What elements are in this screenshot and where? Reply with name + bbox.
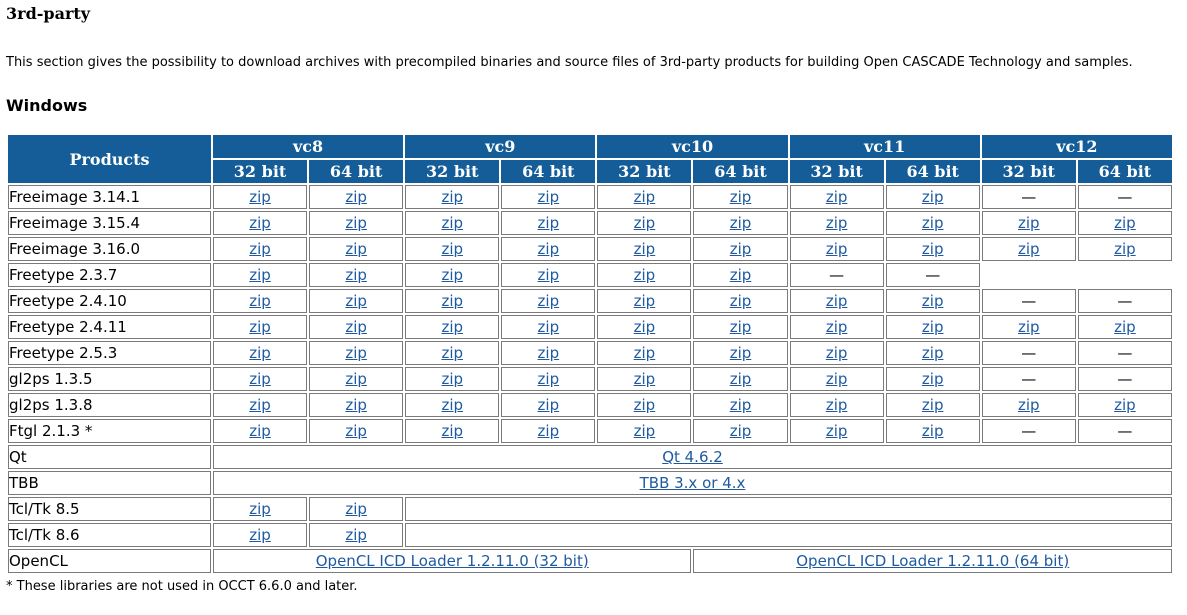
download-cell — [982, 289, 1076, 313]
intro-text: This section gives the possibility to download archives with precompiled binaries and source files of 3rd-party products for building Open CASCADE Technology and samples. — [6, 55, 1133, 70]
zip-link[interactable]: zip — [825, 396, 848, 414]
zip-link[interactable]: zip — [729, 318, 752, 336]
download-cell — [405, 263, 499, 287]
download-cell — [501, 419, 595, 443]
zip-link[interactable]: zip — [729, 370, 752, 388]
download-cell — [886, 367, 980, 391]
zip-link[interactable]: zip — [729, 344, 752, 362]
zip-link[interactable]: zip — [537, 214, 560, 232]
download-cell — [886, 237, 980, 261]
download-cell — [982, 393, 1076, 417]
zip-link[interactable]: zip — [825, 292, 848, 310]
product-name: Freeimage 3.15.4 — [8, 211, 211, 235]
download-cell — [309, 315, 403, 339]
download-cell — [501, 341, 595, 365]
download-cell — [1078, 185, 1172, 209]
zip-link[interactable]: zip — [729, 188, 752, 206]
download-cell — [1078, 315, 1172, 339]
download-cell — [982, 211, 1076, 235]
not-available-mark: — — [829, 266, 845, 284]
download-cell — [405, 367, 499, 391]
zip-link[interactable]: zip — [249, 422, 271, 440]
product-name: Freetype 2.3.7 — [8, 263, 211, 287]
download-cell — [693, 367, 787, 391]
opencl-64bit-link[interactable]: OpenCL ICD Loader 1.2.11.0 (64 bit) — [796, 552, 1070, 570]
zip-link[interactable]: zip — [345, 344, 367, 362]
product-name: Tcl/Tk 8.6 — [8, 523, 211, 547]
download-cell — [693, 211, 787, 235]
download-cell — [309, 237, 403, 261]
download-cell — [886, 185, 980, 209]
download-cell — [501, 263, 595, 287]
product-name: TBB — [8, 471, 211, 495]
zip-link[interactable]: zip — [825, 422, 848, 440]
zip-link[interactable]: zip — [921, 214, 944, 232]
bits-header: 32 bit — [213, 160, 307, 183]
zip-link[interactable]: zip — [729, 240, 752, 258]
download-cell — [501, 289, 595, 313]
download-cell — [790, 185, 884, 209]
download-cell — [1078, 419, 1172, 443]
download-cell — [886, 419, 980, 443]
opencl-32bit-link[interactable]: OpenCL ICD Loader 1.2.11.0 (32 bit) — [315, 552, 589, 570]
downloads-table — [6, 133, 1174, 575]
product-name: OpenCL — [8, 549, 211, 573]
compiler-header-row — [8, 135, 1172, 158]
bits-header: 32 bit — [405, 160, 499, 183]
download-cell — [405, 315, 499, 339]
zip-link[interactable]: zip — [1114, 396, 1136, 414]
bits-header: 64 bit — [693, 160, 787, 183]
zip-link[interactable]: zip — [729, 214, 752, 232]
bits-header: 64 bit — [1078, 160, 1172, 183]
download-cell — [597, 263, 691, 287]
download-cell — [213, 315, 307, 339]
zip-link[interactable]: zip — [345, 240, 367, 258]
download-cell — [1078, 237, 1172, 261]
zip-link[interactable]: zip — [441, 318, 464, 336]
download-cell — [597, 289, 691, 313]
download-cell — [405, 393, 499, 417]
zip-link[interactable]: zip — [249, 214, 271, 232]
zip-link[interactable]: zip — [345, 214, 367, 232]
download-cell — [501, 185, 595, 209]
download-cell — [790, 289, 884, 313]
download-cell — [982, 341, 1076, 365]
zip-link[interactable]: zip — [825, 370, 848, 388]
not-available-mark: — — [1117, 344, 1133, 362]
bits-header: 32 bit — [597, 160, 691, 183]
download-cell — [1078, 393, 1172, 417]
table-row — [8, 471, 1172, 495]
bits-header: 64 bit — [501, 160, 595, 183]
download-cell — [309, 341, 403, 365]
zip-link[interactable]: zip — [825, 188, 848, 206]
product-name: Freetype 2.4.10 — [8, 289, 211, 313]
download-cell — [1078, 211, 1172, 235]
empty-cell — [405, 497, 1172, 521]
not-available-mark: — — [1021, 344, 1037, 362]
zip-link[interactable]: zip — [921, 188, 944, 206]
zip-link[interactable]: zip — [441, 344, 464, 362]
download-cell — [405, 237, 499, 261]
zip-link[interactable]: zip — [345, 266, 367, 284]
table-row — [8, 289, 1172, 313]
zip-link[interactable]: zip — [633, 344, 656, 362]
download-cell — [597, 315, 691, 339]
download-cell — [501, 315, 595, 339]
table-row — [8, 315, 1172, 339]
zip-link[interactable]: zip — [249, 370, 271, 388]
zip-link[interactable]: zip — [921, 422, 944, 440]
zip-link[interactable]: zip — [249, 266, 271, 284]
zip-link[interactable]: zip — [249, 188, 271, 206]
download-cell — [886, 393, 980, 417]
bits-header: 64 bit — [309, 160, 403, 183]
download-cell — [886, 315, 980, 339]
table-row — [8, 367, 1172, 391]
download-cell — [982, 237, 1076, 261]
compiler-header: vc8 — [213, 135, 403, 158]
zip-link[interactable]: zip — [249, 500, 271, 518]
download-cell — [501, 237, 595, 261]
zip-link[interactable]: zip — [729, 292, 752, 310]
download-cell — [309, 419, 403, 443]
download-cell — [1078, 341, 1172, 365]
empty-cell — [405, 523, 1172, 547]
product-name: Tcl/Tk 8.5 — [8, 497, 211, 521]
download-cell — [790, 341, 884, 365]
zip-link[interactable]: zip — [825, 214, 848, 232]
table-row — [8, 393, 1172, 417]
table-row — [8, 549, 1172, 573]
table-row — [8, 185, 1172, 209]
zip-link[interactable]: zip — [633, 188, 656, 206]
download-cell — [790, 315, 884, 339]
zip-link[interactable]: zip — [921, 396, 944, 414]
download-cell — [501, 393, 595, 417]
zip-link[interactable]: zip — [249, 396, 271, 414]
table-row — [8, 263, 1172, 287]
download-cell — [693, 185, 787, 209]
not-available-mark: — — [1117, 188, 1133, 206]
zip-link[interactable]: zip — [633, 240, 656, 258]
zip-link[interactable]: zip — [249, 318, 271, 336]
product-name: gl2ps 1.3.5 — [8, 367, 211, 391]
table-row — [8, 445, 1172, 469]
download-cell — [790, 263, 884, 287]
not-available-mark: — — [925, 266, 941, 284]
download-cell — [693, 237, 787, 261]
download-cell — [886, 263, 980, 287]
download-cell — [213, 237, 307, 261]
zip-link[interactable]: zip — [345, 396, 367, 414]
products-header: Products — [8, 135, 211, 183]
compiler-header: vc12 — [982, 135, 1172, 158]
zip-link[interactable]: zip — [345, 526, 367, 544]
zip-link[interactable]: zip — [345, 370, 367, 388]
download-cell — [309, 185, 403, 209]
product-name: Freetype 2.5.3 — [8, 341, 211, 365]
download-cell — [693, 341, 787, 365]
download-cell — [693, 263, 787, 287]
download-cell — [213, 367, 307, 391]
zip-link[interactable]: zip — [1018, 318, 1040, 336]
zip-link[interactable]: zip — [537, 422, 560, 440]
download-cell — [309, 289, 403, 313]
download-cell — [309, 393, 403, 417]
zip-link[interactable]: zip — [921, 370, 944, 388]
zip-link[interactable]: zip — [537, 188, 560, 206]
compiler-header: vc11 — [790, 135, 980, 158]
download-cell — [501, 367, 595, 391]
zip-link[interactable]: zip — [633, 214, 656, 232]
download-cell — [1078, 289, 1172, 313]
not-available-mark: — — [1117, 422, 1133, 440]
zip-link[interactable]: zip — [537, 292, 560, 310]
zip-link[interactable]: zip — [249, 240, 271, 258]
download-cell — [597, 367, 691, 391]
product-name: gl2ps 1.3.8 — [8, 393, 211, 417]
product-name: Freetype 2.4.11 — [8, 315, 211, 339]
os-heading: Windows — [6, 96, 88, 115]
download-cell — [982, 419, 1076, 443]
qt-download-link[interactable]: Qt 4.6.2 — [662, 448, 723, 466]
zip-link[interactable]: zip — [729, 422, 752, 440]
download-cell — [790, 393, 884, 417]
compiler-header: vc10 — [597, 135, 787, 158]
zip-link[interactable]: zip — [345, 422, 367, 440]
not-available-mark: — — [1021, 422, 1037, 440]
tbb-download-link[interactable]: TBB 3.x or 4.x — [639, 474, 746, 492]
table-row — [8, 211, 1172, 235]
bits-header: 64 bit — [886, 160, 980, 183]
download-cell — [982, 367, 1076, 391]
zip-link[interactable]: zip — [633, 422, 656, 440]
download-cell — [405, 211, 499, 235]
zip-link[interactable]: zip — [249, 292, 271, 310]
download-cell — [213, 419, 307, 443]
download-cell — [790, 367, 884, 391]
zip-link[interactable]: zip — [1114, 240, 1136, 258]
zip-link[interactable]: zip — [537, 370, 560, 388]
download-cell — [790, 419, 884, 443]
product-name: Freeimage 3.14.1 — [8, 185, 211, 209]
download-cell — [982, 185, 1076, 209]
zip-link[interactable]: zip — [633, 292, 656, 310]
footnote: * These libraries are not used in OCCT 6.6.0 and later. — [6, 579, 358, 594]
download-cell — [213, 263, 307, 287]
download-cell — [213, 185, 307, 209]
download-cell — [213, 393, 307, 417]
zip-link[interactable]: zip — [441, 266, 464, 284]
zip-link[interactable]: zip — [921, 318, 944, 336]
download-cell — [790, 237, 884, 261]
download-cell — [597, 419, 691, 443]
download-cell — [501, 211, 595, 235]
zip-link[interactable]: zip — [921, 344, 944, 362]
zip-link[interactable]: zip — [345, 188, 367, 206]
page-title: 3rd-party — [6, 4, 91, 23]
download-cell — [790, 211, 884, 235]
not-available-mark: — — [1021, 292, 1037, 310]
zip-link[interactable]: zip — [1114, 318, 1136, 336]
zip-link[interactable]: zip — [441, 188, 464, 206]
zip-link[interactable]: zip — [537, 240, 560, 258]
zip-link[interactable]: zip — [441, 292, 464, 310]
not-available-mark: — — [1021, 370, 1037, 388]
download-cell — [405, 341, 499, 365]
zip-link[interactable]: zip — [729, 396, 752, 414]
zip-link[interactable]: zip — [633, 370, 656, 388]
download-cell — [405, 289, 499, 313]
zip-link[interactable]: zip — [441, 422, 464, 440]
bits-header: 32 bit — [982, 160, 1076, 183]
download-cell — [597, 237, 691, 261]
product-name: Qt — [8, 445, 211, 469]
download-cell — [405, 419, 499, 443]
zip-link[interactable]: zip — [441, 370, 464, 388]
download-cell — [309, 211, 403, 235]
not-available-mark: — — [1117, 370, 1133, 388]
download-cell — [597, 211, 691, 235]
download-cell — [213, 341, 307, 365]
download-cell — [886, 289, 980, 313]
zip-link[interactable]: zip — [345, 500, 367, 518]
zip-link[interactable]: zip — [633, 266, 656, 284]
download-cell — [886, 211, 980, 235]
not-available-mark: — — [1021, 188, 1037, 206]
table-row — [8, 523, 1172, 547]
product-name: Ftgl 2.1.3 * — [8, 419, 211, 443]
download-cell — [1078, 367, 1172, 391]
download-cell — [693, 315, 787, 339]
download-cell — [597, 393, 691, 417]
download-cell — [309, 263, 403, 287]
empty-cell — [982, 263, 1076, 287]
zip-link[interactable]: zip — [441, 396, 464, 414]
zip-link[interactable]: zip — [345, 318, 367, 336]
download-cell — [886, 341, 980, 365]
zip-link[interactable]: zip — [441, 214, 464, 232]
zip-link[interactable]: zip — [825, 240, 848, 258]
empty-cell — [1078, 263, 1172, 287]
zip-link[interactable]: zip — [249, 344, 271, 362]
zip-link[interactable]: zip — [1114, 214, 1136, 232]
zip-link[interactable]: zip — [1018, 214, 1040, 232]
download-cell — [213, 289, 307, 313]
table-row — [8, 497, 1172, 521]
zip-link[interactable]: zip — [921, 240, 944, 258]
download-cell — [213, 211, 307, 235]
download-cell — [693, 419, 787, 443]
not-available-mark: — — [1117, 292, 1133, 310]
download-cell — [597, 185, 691, 209]
download-cell — [597, 341, 691, 365]
product-name: Freeimage 3.16.0 — [8, 237, 211, 261]
download-cell — [693, 289, 787, 313]
zip-link[interactable]: zip — [825, 344, 848, 362]
table-row — [8, 341, 1172, 365]
zip-link[interactable]: zip — [537, 318, 560, 336]
download-cell — [309, 367, 403, 391]
zip-link[interactable]: zip — [1018, 396, 1040, 414]
download-cell — [982, 315, 1076, 339]
table-row — [8, 237, 1172, 261]
zip-link[interactable]: zip — [1018, 240, 1040, 258]
zip-link[interactable]: zip — [921, 292, 944, 310]
download-cell — [693, 393, 787, 417]
zip-link[interactable]: zip — [633, 318, 656, 336]
zip-link[interactable]: zip — [537, 396, 560, 414]
zip-link[interactable]: zip — [537, 344, 560, 362]
zip-link[interactable]: zip — [345, 292, 367, 310]
zip-link[interactable]: zip — [825, 318, 848, 336]
zip-link[interactable]: zip — [729, 266, 752, 284]
zip-link[interactable]: zip — [441, 240, 464, 258]
table-row — [8, 419, 1172, 443]
zip-link[interactable]: zip — [537, 266, 560, 284]
zip-link[interactable]: zip — [249, 526, 271, 544]
download-cell — [405, 185, 499, 209]
compiler-header: vc9 — [405, 135, 595, 158]
zip-link[interactable]: zip — [633, 396, 656, 414]
bits-header: 32 bit — [790, 160, 884, 183]
